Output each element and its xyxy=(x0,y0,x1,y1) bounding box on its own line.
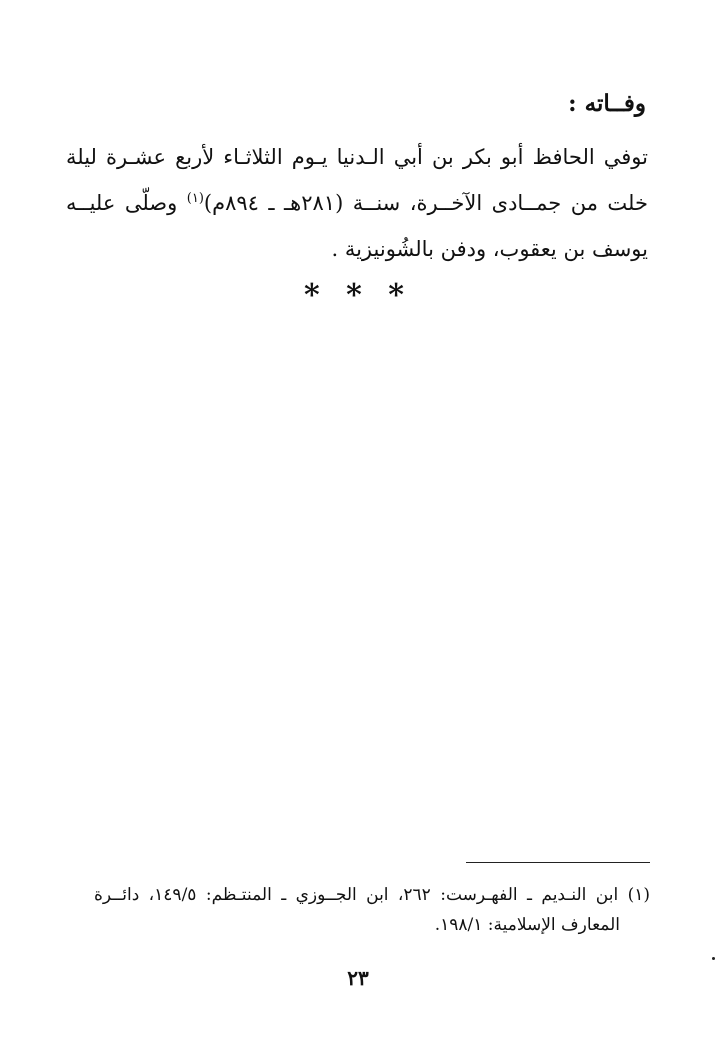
paragraph-line-3: يوسف بن يعقوب، ودفن بالشُونيزية . xyxy=(331,237,648,261)
footnote-line-2: المعارف الإسلامية: ١٩٨/١. xyxy=(434,915,620,935)
page-number: ٢٣ xyxy=(347,966,369,990)
paragraph-line-2-text: خلت من جمــادى الآخــرة، سنــة (٢٨١هـ ـ ٨٩٤م) xyxy=(203,191,648,215)
paragraph-line-1: توفي الحافظ أبو بكر بن أبي الـدنيا يـوم الثلاثـاء لأربع عشـرة ليلة xyxy=(66,145,648,169)
footnote-line-1: (١) ابن النـديم ـ الفهـرست: ٢٦٢، ابن الجــوزي ـ المنتـظم: ١٤٩/٥، دائــرة xyxy=(94,885,650,905)
paragraph-line-2-tail: وصلّى عليــه xyxy=(66,191,178,215)
footnote xyxy=(94,880,650,940)
scan-artifact-dot xyxy=(712,957,715,960)
section-heading: وفــاته : xyxy=(568,90,646,117)
paragraph-line-2 xyxy=(66,180,648,226)
section-separator: * * * xyxy=(304,278,412,313)
footnote-divider xyxy=(466,862,650,863)
paragraph xyxy=(66,134,648,272)
footnote-reference[interactable]: (١) xyxy=(186,191,204,206)
